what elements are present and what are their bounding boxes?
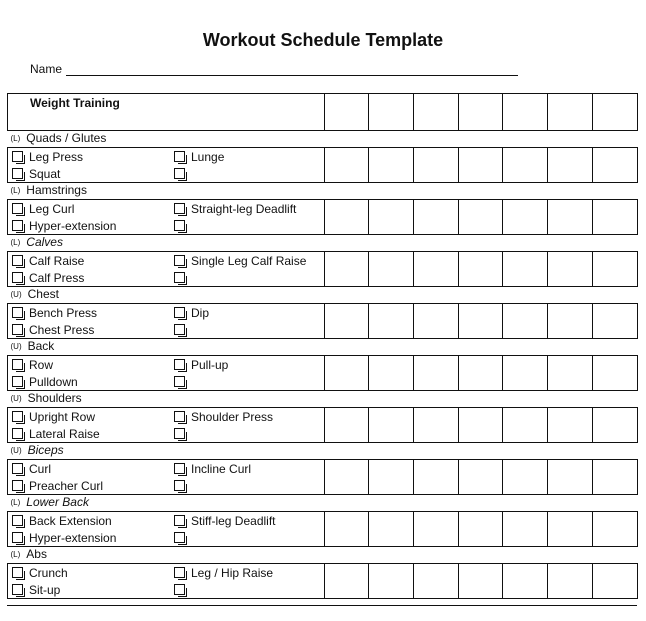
exercise-row [8, 408, 638, 426]
day-box[interactable] [369, 408, 414, 443]
exercise-label: Dip [191, 305, 210, 320]
day-box[interactable] [369, 356, 414, 391]
exercise-checkbox[interactable] [12, 203, 23, 214]
day-box[interactable] [414, 252, 459, 287]
day-box[interactable] [459, 304, 503, 339]
exercise-label: Stiff-leg Deadlift [191, 513, 276, 528]
day-box[interactable] [459, 148, 503, 183]
day-box[interactable] [503, 148, 548, 183]
exercise-checkbox[interactable] [12, 307, 23, 318]
day-box[interactable] [369, 460, 414, 495]
exercise-checkbox[interactable] [12, 411, 23, 422]
exercise-label: Squat [29, 166, 61, 181]
exercise-checkbox[interactable] [12, 151, 23, 162]
day-box[interactable] [548, 200, 593, 235]
category-row [8, 183, 638, 200]
body-region-tag: (L) [10, 498, 21, 507]
exercise-label: Straight-leg Deadlift [191, 201, 297, 216]
exercise-checkbox[interactable] [12, 428, 23, 439]
day-box[interactable] [593, 304, 638, 339]
category-label: Chest [27, 287, 59, 301]
exercise-checkbox[interactable] [12, 324, 23, 335]
day-box[interactable] [593, 460, 638, 495]
category-label: Abs [26, 547, 47, 561]
exercise-label: Back Extension [29, 513, 112, 528]
day-box[interactable] [593, 94, 638, 131]
day-box[interactable] [325, 304, 369, 339]
exercise-label: Leg / Hip Raise [191, 565, 274, 580]
category-row [8, 495, 638, 512]
exercise-checkbox[interactable] [174, 168, 185, 179]
body-region-tag: (U) [10, 446, 22, 455]
day-box[interactable] [503, 304, 548, 339]
bottom-rule [7, 605, 637, 606]
exercise-checkbox[interactable] [12, 376, 23, 387]
exercise-checkbox[interactable] [12, 532, 23, 543]
exercise-checkbox[interactable] [12, 272, 23, 283]
section-header-row [8, 94, 638, 131]
exercise-label: Sit-up [29, 582, 61, 597]
exercise-checkbox[interactable] [174, 203, 185, 214]
day-box[interactable] [414, 200, 459, 235]
category-row [8, 443, 638, 460]
day-box[interactable] [593, 148, 638, 183]
day-box[interactable] [593, 252, 638, 287]
day-box[interactable] [414, 460, 459, 495]
day-box[interactable] [548, 408, 593, 443]
exercise-checkbox[interactable] [174, 376, 185, 387]
day-box[interactable] [503, 200, 548, 235]
day-box[interactable] [325, 460, 369, 495]
day-box[interactable] [414, 356, 459, 391]
day-box[interactable] [503, 512, 548, 547]
day-box[interactable] [459, 512, 503, 547]
exercise-checkbox[interactable] [174, 515, 185, 526]
day-box[interactable] [593, 356, 638, 391]
day-box[interactable] [325, 252, 369, 287]
exercise-checkbox[interactable] [174, 463, 185, 474]
exercise-checkbox[interactable] [174, 480, 185, 491]
exercise-checkbox[interactable] [12, 515, 23, 526]
day-box[interactable] [325, 148, 369, 183]
exercise-checkbox[interactable] [174, 411, 185, 422]
day-box[interactable] [548, 304, 593, 339]
exercise-row [8, 252, 638, 270]
exercise-checkbox[interactable] [174, 272, 185, 283]
day-box[interactable] [459, 252, 503, 287]
day-box[interactable] [459, 460, 503, 495]
exercise-row [8, 148, 638, 166]
body-region-tag: (U) [10, 394, 22, 403]
exercise-label: Lunge [191, 149, 225, 164]
day-box[interactable] [325, 512, 369, 547]
day-box[interactable] [548, 564, 593, 599]
day-box[interactable] [548, 94, 593, 131]
exercise-checkbox[interactable] [174, 359, 185, 370]
exercise-label: Upright Row [29, 409, 96, 424]
exercise-checkbox[interactable] [12, 220, 23, 231]
exercise-checkbox[interactable] [174, 532, 185, 543]
exercise-checkbox[interactable] [12, 463, 23, 474]
category-row [8, 391, 638, 408]
day-box[interactable] [548, 356, 593, 391]
exercise-checkbox[interactable] [174, 567, 185, 578]
day-box[interactable] [459, 94, 503, 131]
day-box[interactable] [503, 94, 548, 131]
day-box[interactable] [369, 304, 414, 339]
exercise-checkbox[interactable] [12, 584, 23, 595]
day-box[interactable] [459, 356, 503, 391]
workout-table [7, 93, 638, 599]
exercise-label: Row [29, 357, 54, 372]
day-box[interactable] [593, 564, 638, 599]
day-box[interactable] [325, 408, 369, 443]
day-box[interactable] [459, 408, 503, 443]
day-box[interactable] [325, 356, 369, 391]
day-box[interactable] [503, 252, 548, 287]
exercise-checkbox[interactable] [12, 168, 23, 179]
exercise-checkbox[interactable] [12, 480, 23, 491]
name-field[interactable] [66, 75, 518, 76]
exercise-label: Calf Raise [29, 253, 85, 268]
exercise-label: Incline Curl [191, 461, 252, 476]
day-box[interactable] [459, 564, 503, 599]
body-region-tag: (U) [10, 290, 22, 299]
exercise-label: Leg Press [29, 149, 84, 164]
exercise-checkbox[interactable] [12, 567, 23, 578]
exercise-checkbox[interactable] [174, 220, 185, 231]
day-box[interactable] [548, 512, 593, 547]
day-box[interactable] [503, 460, 548, 495]
body-region-tag: (U) [10, 342, 22, 351]
exercise-checkbox[interactable] [174, 255, 185, 266]
exercise-checkbox[interactable] [12, 255, 23, 266]
category-row [8, 287, 638, 304]
day-box[interactable] [325, 564, 369, 599]
category-row [8, 235, 638, 252]
category-row [8, 339, 638, 356]
day-box[interactable] [593, 408, 638, 443]
exercise-label: Pull-up [191, 357, 229, 372]
exercise-label: Curl [29, 461, 52, 476]
exercise-label: Leg Curl [29, 201, 75, 216]
exercise-row [8, 460, 638, 478]
day-box[interactable] [414, 564, 459, 599]
exercise-checkbox[interactable] [174, 307, 185, 318]
exercise-label: Lateral Raise [29, 426, 100, 441]
exercise-checkbox[interactable] [174, 428, 185, 439]
exercise-label: Hyper-extension [29, 530, 117, 545]
category-label: Quads / Glutes [26, 131, 107, 145]
exercise-row [8, 200, 638, 218]
name-label: Name [30, 62, 63, 76]
day-box[interactable] [325, 94, 369, 131]
category-label: Shoulders [27, 391, 82, 405]
day-box[interactable] [414, 94, 459, 131]
day-box[interactable] [548, 460, 593, 495]
category-label: Biceps [27, 443, 64, 457]
category-row [8, 131, 638, 148]
day-box[interactable] [414, 512, 459, 547]
exercise-label: Preacher Curl [29, 478, 104, 493]
category-row [8, 547, 638, 564]
day-box[interactable] [369, 94, 414, 131]
day-box[interactable] [325, 200, 369, 235]
day-box[interactable] [414, 148, 459, 183]
body-region-tag: (L) [10, 238, 21, 247]
body-region-tag: (L) [10, 134, 21, 143]
exercise-row [8, 512, 638, 530]
day-box[interactable] [414, 304, 459, 339]
day-box[interactable] [593, 200, 638, 235]
section-label: Weight Training [8, 94, 325, 131]
exercise-row [8, 564, 638, 582]
body-region-tag: (L) [10, 186, 21, 195]
exercise-row [8, 304, 638, 322]
day-box[interactable] [593, 512, 638, 547]
day-box[interactable] [503, 564, 548, 599]
exercise-label: Bench Press [29, 305, 98, 320]
exercise-checkbox[interactable] [174, 584, 185, 595]
day-box[interactable] [369, 252, 414, 287]
exercise-row [8, 356, 638, 374]
body-region-tag: (L) [10, 550, 21, 559]
day-box[interactable] [369, 200, 414, 235]
day-box[interactable] [414, 408, 459, 443]
category-label: Back [27, 339, 55, 353]
exercise-checkbox[interactable] [12, 359, 23, 370]
exercise-label: Crunch [29, 565, 68, 580]
exercise-label: Calf Press [29, 270, 85, 285]
day-box[interactable] [548, 148, 593, 183]
day-box[interactable] [369, 148, 414, 183]
exercise-label: Shoulder Press [191, 409, 274, 424]
day-box[interactable] [503, 356, 548, 391]
day-box[interactable] [459, 200, 503, 235]
category-label: Calves [26, 235, 63, 249]
exercise-label: Chest Press [29, 322, 95, 337]
exercise-checkbox[interactable] [174, 151, 185, 162]
exercise-label: Hyper-extension [29, 218, 117, 233]
exercise-checkbox[interactable] [174, 324, 185, 335]
day-box[interactable] [369, 564, 414, 599]
page-title: Workout Schedule Template [202, 30, 444, 50]
day-box[interactable] [369, 512, 414, 547]
category-label: Hamstrings [26, 183, 87, 197]
day-box[interactable] [548, 252, 593, 287]
day-box[interactable] [503, 408, 548, 443]
exercise-label: Pulldown [29, 374, 78, 389]
category-label: Lower Back [26, 495, 89, 509]
exercise-label: Single Leg Calf Raise [191, 253, 307, 268]
